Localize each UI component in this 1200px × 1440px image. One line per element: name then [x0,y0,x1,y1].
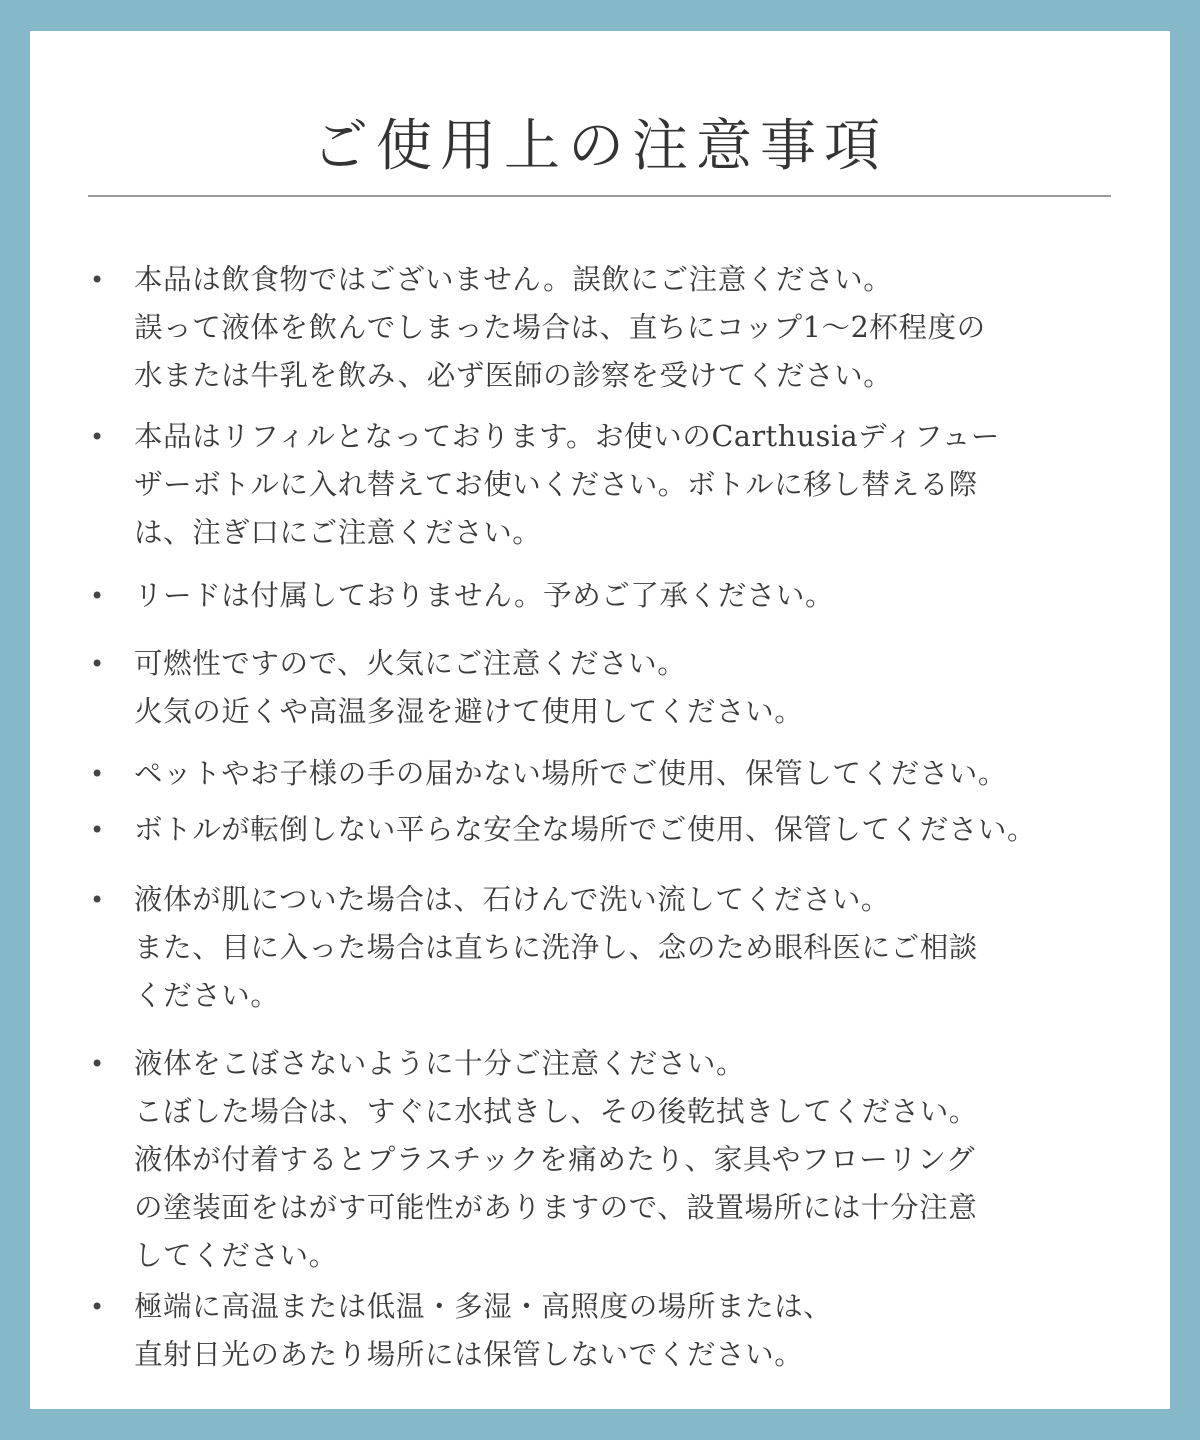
item-line: 極端に高温または低温・多湿・高照度の場所または、 [134,1290,833,1323]
item-line: 本品はリフィルとなっております。お使いのCarthusiaディフュー [134,420,1000,453]
item-line: 直射日光のあたり場所には保管しないでください。 [134,1338,804,1371]
item-line: 誤って液体を飲んでしまった場合は、直ちにコップ1〜2杯程度の [134,311,986,344]
item-line: の塗装面をはがす可能性がありますので、設置場所には十分注意 [134,1191,978,1224]
bullet-icon: • [90,1293,105,1321]
item-text [134,640,1124,736]
item-line: 水または牛乳を飲み、必ず医師の診察を受けてください。 [134,359,893,392]
item-line: 可燃性ですので、火気にご注意ください。 [134,647,687,680]
item-text [134,572,1124,620]
item-line: 火気の近くや高温多湿を避けて使用してください。 [134,695,804,728]
bullet-icon: • [90,650,105,678]
item-line: ボトルが転倒しない平らな安全な場所でご使用、保管してください。 [134,813,1037,846]
page-title: ご使用上の注意事項 [312,114,888,179]
item-line: リードは付属しておりません。予めご了承ください。 [134,579,835,612]
bullet-icon: • [90,1050,105,1078]
item-text [134,1283,1124,1379]
item-line: また、目に入った場合は直ちに洗浄し、念のため眼科医にご相談 [134,931,978,964]
item-text [134,750,1124,798]
item-line: してください。 [134,1239,338,1272]
item-text [134,806,1124,854]
bullet-icon: • [90,266,105,294]
item-line: 液体が付着するとプラスチックを痛めたり、家具やフローリング [134,1143,976,1176]
item-line: ください。 [134,979,280,1012]
item-line: 液体をこぼさないように十分ご注意ください。 [134,1047,746,1080]
item-line: こぼした場合は、すぐに水拭きし、その後乾拭きしてください。 [134,1095,978,1128]
item-line: は、注ぎ口にご注意ください。 [134,516,542,549]
item-line: 液体が肌についた場合は、石けんで洗い流してください。 [134,883,891,916]
bullet-icon: • [90,816,105,844]
bullet-icon: • [90,423,105,451]
item-text [134,1040,1124,1280]
item-text [134,256,1124,400]
item-line: ペットやお子様の手の届かない場所でご使用、保管してください。 [134,757,1008,790]
item-text [134,876,1124,1020]
bullet-icon: • [90,760,105,788]
title-divider [88,195,1111,197]
notice-card [30,31,1170,1409]
item-text [134,413,1124,557]
bullet-icon: • [90,582,105,610]
item-line: ザーボトルに入れ替えてお使いください。ボトルに移し替える際 [134,468,978,501]
bullet-icon: • [90,886,105,914]
item-line: 本品は飲食物ではございません。誤飲にご注意ください。 [134,263,893,296]
